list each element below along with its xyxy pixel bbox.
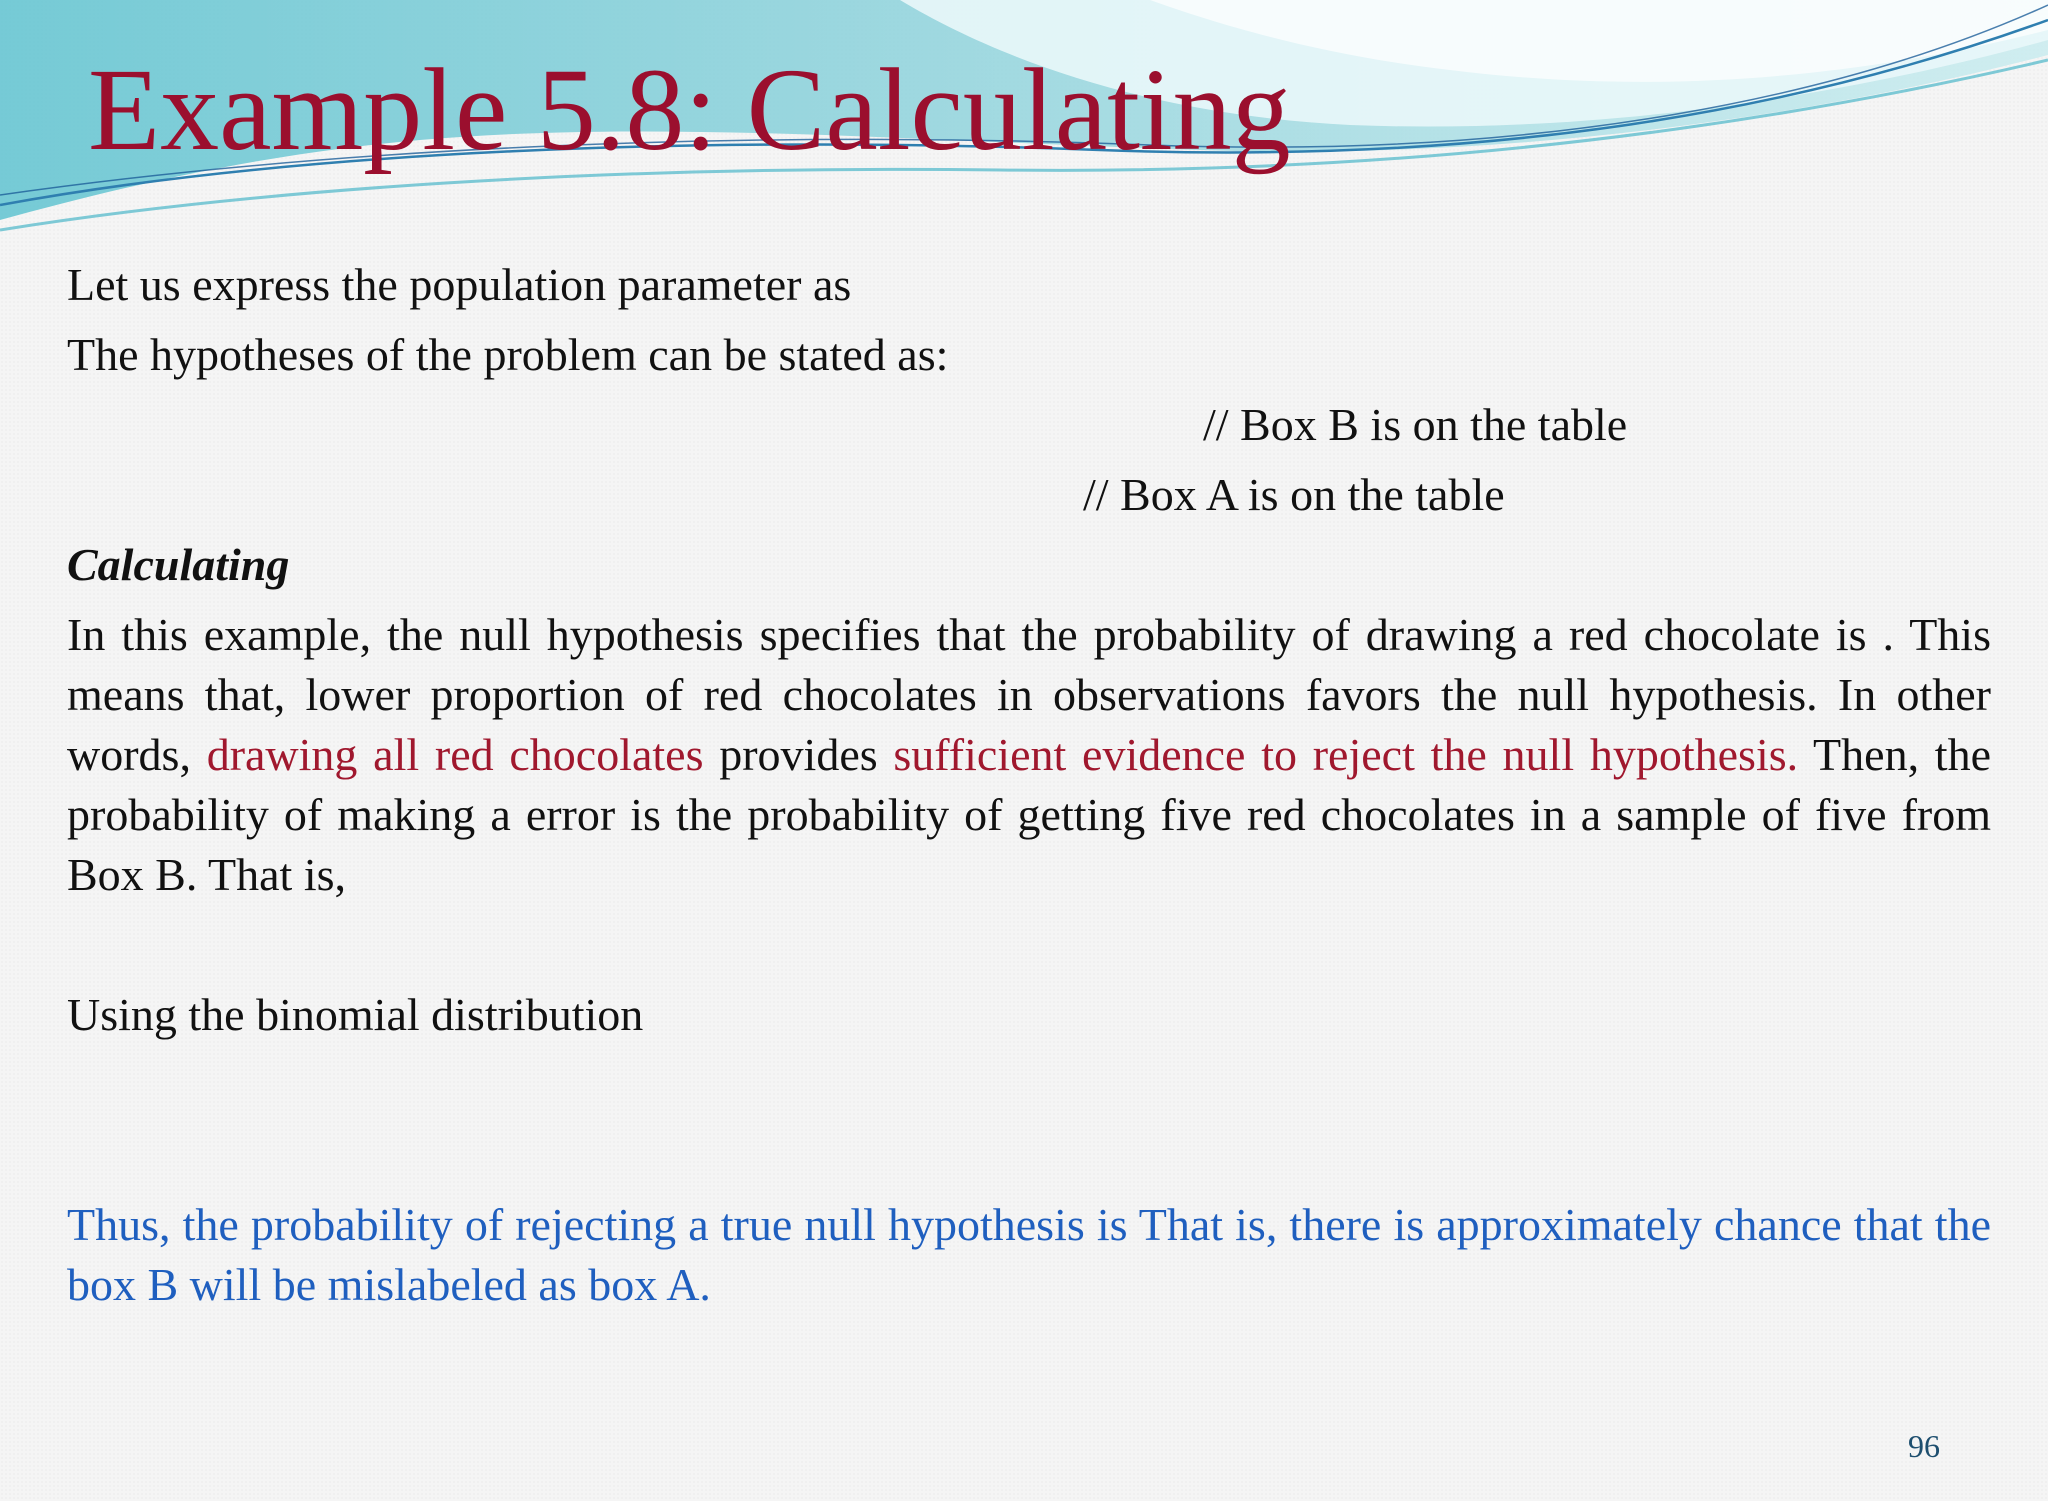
calculating-subheading: Calculating [67, 539, 290, 590]
highlight-sufficient-evidence: sufficient evidence to reject the null hypothesis. [893, 729, 1799, 780]
explanation-text-a: In this example, the null hypothesis specifies that the probability of drawing a red chocolate is . This means that, lower proportion of red chocolates in observations favors the null hypothesis. In other words, [67, 609, 1991, 780]
alternative-hypothesis-comment: // Box A is on the table [1083, 469, 1505, 520]
parameter-intro-line: Let us express the population parameter as [67, 259, 852, 310]
binomial-distribution-line: Using the binomial distribution [67, 989, 644, 1040]
conclusion-paragraph: Thus, the probability of rejecting a true null hypothesis is That is, there is approximately chance that the box B will be mislabeled as box A. [67, 1199, 1991, 1310]
highlight-drawing-all-red: drawing all red chocolates [206, 729, 704, 780]
explanation-text-b: provides [703, 729, 894, 780]
hypotheses-intro-line: The hypotheses of the problem can be stated as: [67, 329, 949, 380]
page-number: 96 [1908, 1428, 1940, 1464]
slide-title: Example 5.8: Calculating [88, 44, 1291, 175]
explanation-paragraph [67, 605, 1991, 905]
null-hypothesis-comment: // Box B is on the table [1203, 399, 1628, 450]
explanation-text-c: Then, the probability of making a error is the probability of getting five red chocolates in a sample of five from Box B. That is, [67, 729, 1992, 900]
